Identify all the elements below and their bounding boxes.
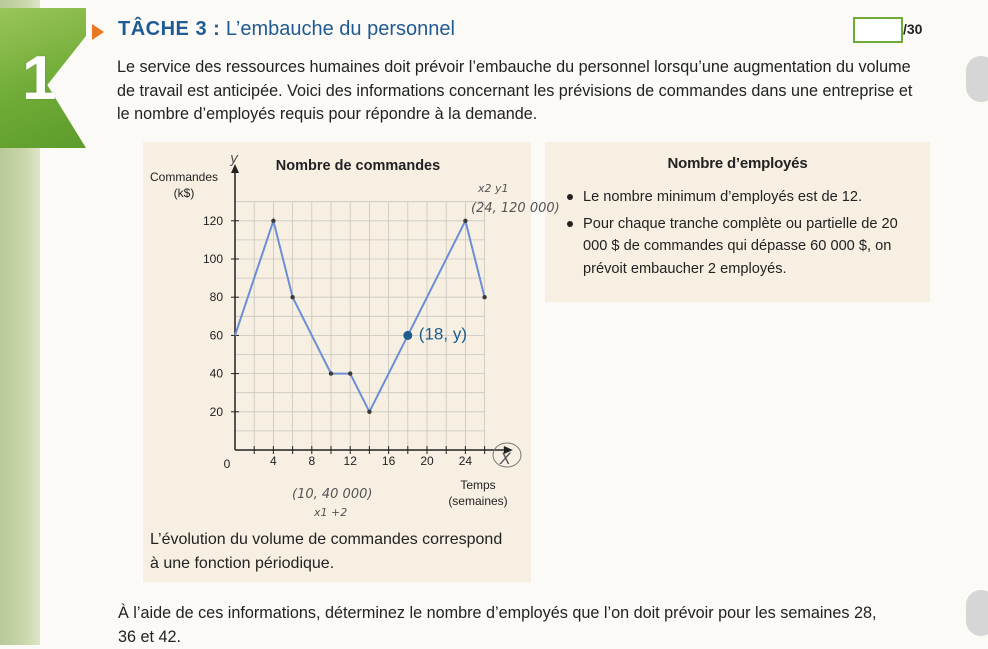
handwritten-top-labels: x2 y1 bbox=[478, 182, 509, 195]
data-point bbox=[290, 295, 294, 299]
data-point bbox=[348, 371, 352, 375]
data-point bbox=[271, 219, 275, 223]
rule-item: Pour chaque tranche complète ou partielle de 20 000 $ de commandes qui dépasse 60 000 $, on prévoit embaucher 2 employés. bbox=[565, 213, 915, 281]
x-tick-label: 12 bbox=[343, 454, 357, 468]
chapter-number: 1 bbox=[22, 44, 57, 113]
score-total: /30 bbox=[903, 21, 923, 37]
chart-title: Nombre de commandes bbox=[275, 158, 441, 174]
x-tick-label: 8 bbox=[308, 454, 316, 468]
origin-label: 0 bbox=[223, 457, 231, 471]
data-point bbox=[463, 219, 467, 223]
rule-item: Le nombre minimum d’employés est de 12. bbox=[565, 186, 915, 209]
data-point bbox=[482, 295, 486, 299]
y-axis-unit: (k$) bbox=[173, 186, 195, 200]
chart-caption: L’évolution du volume de commandes correspond à une fonction périodique. bbox=[150, 531, 503, 572]
y-tick-label: 20 bbox=[209, 404, 223, 419]
task-name: L’embauche du personnel bbox=[225, 18, 455, 40]
x-axis-unit: (semaines) bbox=[448, 494, 508, 508]
y-tick-label: 120 bbox=[202, 213, 223, 228]
data-point bbox=[329, 371, 333, 375]
y-tick-label: 100 bbox=[202, 252, 223, 266]
x-tick-label: 20 bbox=[420, 454, 434, 468]
handwritten-x-mark: X bbox=[500, 449, 511, 468]
highlight-point-label: (18, y) bbox=[418, 324, 467, 344]
handwritten-bottom-point: (10, 40 000) bbox=[292, 487, 373, 502]
question-text: À l’aide de ces informations, déterminez le nombre d’employés que l’on doit prévoir pour les semaines 28, 36 et 42. bbox=[118, 604, 877, 646]
y-tick-label: 40 bbox=[209, 366, 223, 381]
x-tick-label: 24 bbox=[458, 454, 473, 468]
intro-paragraph: Le service des ressources humaines doit prévoir l’embauche du personnel lorsqu’une augmentation du volume de travail est anticipée. Voici des informations concernant les prévisions de commandes dans une entreprise et le nombre d’employés requis pour répondre à la demande. bbox=[117, 58, 913, 124]
handwritten-bottom-labels: x1 +2 bbox=[314, 506, 348, 519]
x-tick-label: 16 bbox=[381, 454, 396, 468]
x-axis-label: Temps bbox=[460, 478, 496, 492]
y-tick-label: 80 bbox=[209, 290, 223, 305]
handwritten-y-mark: y bbox=[230, 151, 239, 167]
task-label: TÂCHE 3 : bbox=[118, 18, 221, 40]
highlight-point bbox=[403, 331, 412, 340]
handwritten-top-point: (24, 120 000) bbox=[471, 201, 560, 216]
y-tick-label: 60 bbox=[209, 328, 223, 343]
employees-rules-list bbox=[565, 186, 915, 284]
x-tick-label: 4 bbox=[270, 454, 277, 468]
employees-title: Nombre d’employés bbox=[667, 155, 808, 172]
y-axis-label: Commandes bbox=[149, 170, 219, 184]
data-point bbox=[367, 410, 371, 414]
